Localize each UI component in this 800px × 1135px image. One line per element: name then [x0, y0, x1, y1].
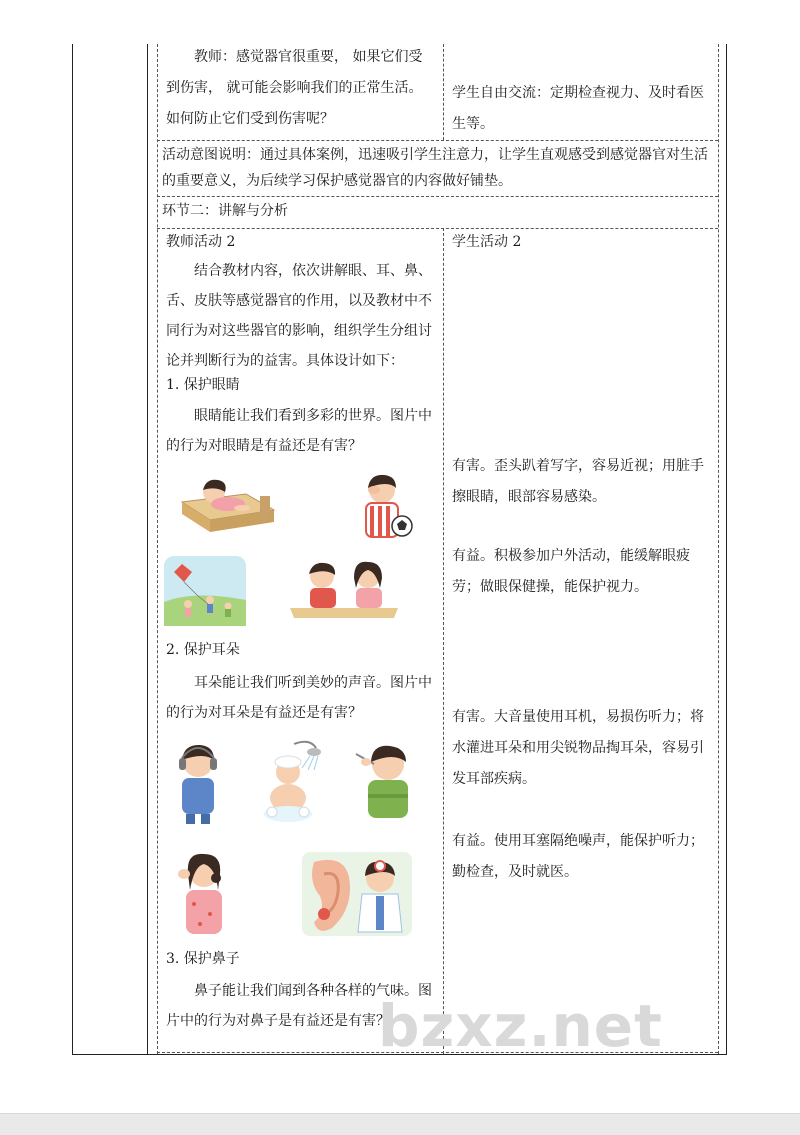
ears-harmful-answer: 有害。大音量使用耳机，易损伤听力；将水灌进耳朵和用尖锐物品掏耳朵，容易引发耳部疾病。: [452, 709, 704, 787]
eyes-beneficial-answer: 有益。积极参加户外活动，能缓解眼疲劳；做眼保健操，能保护视力。: [452, 548, 690, 595]
table-border-inner: [147, 44, 148, 1054]
ears-heading: 2. 保护耳朵: [166, 642, 240, 658]
teacher-prompt-text: 教师：感觉器官很重要， 如果它们受到伤害， 就可能会影响我们的正常生活。如何防止它们受到伤害呢？: [166, 49, 423, 127]
table-border-left: [72, 44, 73, 1054]
watermark: bzxz.net: [378, 992, 663, 1060]
eyes-harmful-answer: 有害。歪头趴着写字，容易近视；用脏手擦眼睛，眼部容易感染。: [452, 458, 704, 505]
row-divider-1: [157, 140, 718, 141]
column-divider-top: [443, 44, 444, 140]
student-activity-heading: 学生活动 2: [452, 234, 522, 250]
children-eye-exercises-illustration: [290, 558, 398, 620]
boy-picking-ear-illustration: [352, 740, 424, 824]
child-shower-illustration: [258, 738, 324, 826]
children-flying-kite-illustration: [164, 556, 246, 626]
activity-intent-text: 活动意图说明：通过具体案例，迅速吸引学生注意力，让学生直观感受到感觉器官对生活的重要意义，为后续学习保护感觉器官的内容做好铺垫。: [162, 147, 708, 189]
boy-wearing-headphones-illustration: [170, 740, 226, 826]
nose-heading: 3. 保护鼻子: [166, 951, 240, 967]
child-lying-on-desk-illustration: [176, 474, 280, 536]
nose-text: 鼻子能让我们闻到各种各样的气味。图片中的行为对鼻子是有益还是有害？: [166, 983, 432, 1029]
column-divider-main: [443, 228, 444, 1054]
eyes-text: 眼睛能让我们看到多彩的世界。图片中的行为对眼睛是有益还是有害？: [166, 408, 432, 454]
boy-rubbing-eye-illustration: [352, 470, 416, 544]
row-divider-3: [157, 228, 718, 229]
teacher-intro-text: 结合教材内容，依次讲解眼、耳、鼻、舌、皮肤等感觉器官的作用，以及教材中不同行为对这些器官的影响，组织学生分组讨论并判断行为的益害。具体设计如下：: [166, 263, 432, 369]
bottom-page-strip: [0, 1113, 800, 1135]
student-free-talk-text: 学生自由交流：定期检查视力、及时看医生等。: [452, 85, 704, 132]
inner-border-right: [718, 44, 719, 1054]
ears-beneficial-answer: 有益。使用耳塞隔绝噪声，能保护听力；勤检查，及时就医。: [452, 833, 704, 880]
row-divider-2: [157, 196, 718, 197]
section-title: 环节二：讲解与分析: [162, 203, 288, 219]
table-border-right: [726, 44, 727, 1054]
doctor-ear-check-illustration: [302, 852, 412, 936]
ears-text: 耳朵能让我们听到美妙的声音。图片中的行为对耳朵是有益还是有害？: [166, 675, 432, 721]
teacher-activity-heading: 教师活动 2: [166, 234, 236, 250]
eyes-heading: 1. 保护眼睛: [166, 377, 240, 393]
girl-wearing-earplugs-illustration: [170, 850, 234, 938]
